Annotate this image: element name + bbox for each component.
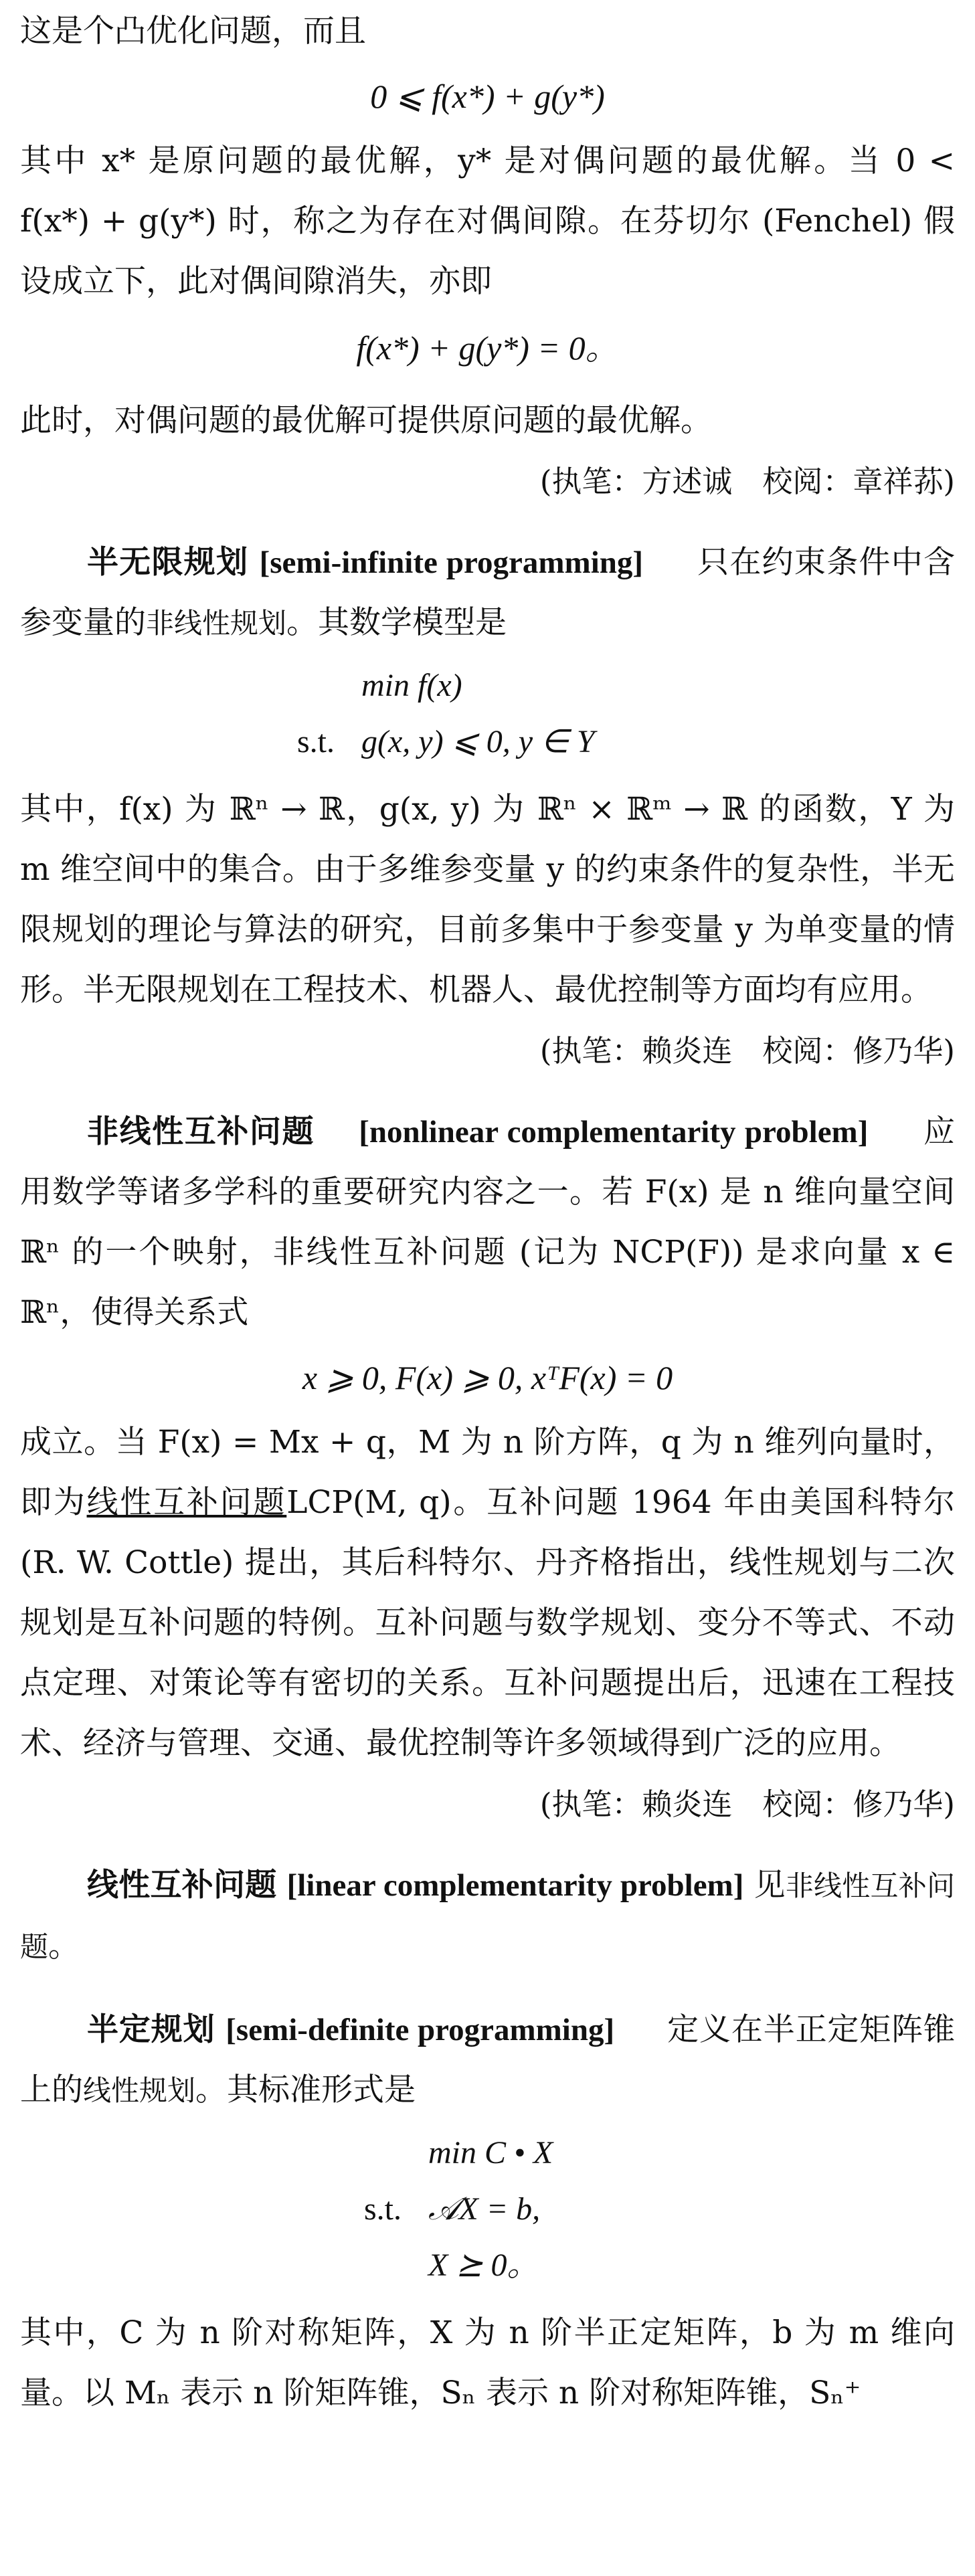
- cross-reference-link[interactable]: 非线性互补问题: [20, 1869, 955, 1963]
- model-constraint: g(x, y) ⩽ 0, y ∈ Y: [361, 724, 595, 759]
- entry-intro-text-end: 。其数学模型是: [286, 604, 507, 641]
- model-constraint-2: X ⪰ 0。: [428, 2247, 539, 2283]
- paragraph-duality-gap: 其中 x* 是原问题的最优解，y* 是对偶问题的最优解。当 0 < f(x*) + g(y*) 时，称之为存在对偶间隙。在芬切尔 (Fenchel) 假设成立下，此对偶间隙消失，亦即: [20, 143, 955, 300]
- entry-english-term: [nonlinear complementarity problem]: [359, 1115, 869, 1149]
- cross-reference-link[interactable]: 非线性规划: [146, 607, 287, 640]
- model-st-label: s.t.: [363, 2191, 402, 2227]
- entry-nonlinear-complementarity: [20, 1102, 955, 1343]
- ncp-body-rest: LCP(M, q)。互补问题 1964 年由美国科特尔 (R. W. Cottle) 提出，其后科特尔、丹齐格指出，线性规划与二次规划是互补问题的特例。互补问题与数学规划、变分不等式、不动点定理、对策论等有密切的关系。互补问题提出后，迅速在工程技术、经济与管理、交通、最优控制等许多领域得到广泛的应用。: [20, 1484, 955, 1762]
- entry-english-term: [linear complementarity problem]: [286, 1868, 744, 1903]
- equation-duality-inequality: 0 ⩽ f(x*) + g(y*): [370, 78, 605, 115]
- paragraph-optimal-solution: 此时，对偶问题的最优解可提供原问题的最优解。: [20, 402, 712, 439]
- model-objective: min f(x): [361, 668, 462, 703]
- equation-ncp: x ⩾ 0, F(x) ⩾ 0, xᵀF(x) = 0: [302, 1359, 673, 1396]
- document-page: [0, 1, 975, 2576]
- equation-zero-gap: f(x*) + g(y*) = 0。: [356, 329, 619, 367]
- entry-intro-text: 只在约束条件中含参变量的: [20, 544, 956, 641]
- signature-1: (执笔：方述诚 校阅：章祥荪): [539, 464, 955, 499]
- math-model-sip: [20, 658, 955, 770]
- entry-intro-text: 应用数学等诸多学科的重要研究内容之一。若 F(x) 是 n 维向量空间 ℝⁿ 的一个映射，非线性互补问题 (记为 NCP(F)) 是求向量 x ∈ ℝⁿ，使得关系式: [20, 1113, 955, 1331]
- lcp-see-text: 见: [754, 1867, 786, 1904]
- math-model-sdp: [20, 2125, 955, 2294]
- entry-title: 非线性互补问题: [87, 1113, 315, 1150]
- entry-english-term: [semi-infinite programming]: [259, 545, 644, 580]
- entry-title: 半定规划: [87, 2011, 215, 2048]
- model-constraint-1: 𝒜X = b,: [428, 2191, 541, 2227]
- paragraph-sdp-body: 其中，C 为 n 阶对称矩阵，X 为 n 阶半正定矩阵，b 为 m 维向量。以 Mₙ 表示 n 阶矩阵锥，Sₙ 表示 n 阶对称矩阵锥，Sₙ⁺: [20, 2314, 955, 2411]
- cross-reference-link[interactable]: 线性规划: [83, 2074, 196, 2107]
- entry-intro-text: 定义在半正定矩阵锥上的: [20, 2011, 956, 2108]
- entry-linear-complementarity: [20, 1855, 955, 1977]
- paragraph-sip-body: 其中，f(x) 为 ℝⁿ → ℝ，g(x, y) 为 ℝⁿ × ℝᵐ → ℝ 的函数，Y 为 m 维空间中的集合。由于多维参变量 y 的约束条件的复杂性，半无限规划的理论与算法的研究，目前多集中于参变量 y 为单变量的情形。半无限规划在工程技术、机器人、最优控制等方面均有应用。: [20, 791, 955, 1008]
- model-st-label: s.t.: [296, 724, 335, 759]
- paragraph-ncp-body: [20, 1412, 955, 1774]
- lcp-end-punct: 。: [48, 1928, 80, 1964]
- link-linear-complementarity[interactable]: 线性互补问题: [86, 1484, 287, 1521]
- signature-3: (执笔：赖炎连 校阅：修乃华): [539, 1786, 955, 1822]
- paragraph-convex-intro: 这是个凸优化问题，而且: [20, 13, 366, 50]
- entry-title: 线性互补问题: [87, 1867, 277, 1904]
- entry-intro-text-end: 。其标准形式是: [195, 2072, 416, 2108]
- ncp-body-start: 成立。当 F(x) = Mx + q，M 为 n 阶方阵，q 为 n 维列向量时，即为: [20, 1424, 955, 1521]
- signature-2: (执笔：赖炎连 校阅：修乃华): [539, 1033, 955, 1069]
- entry-english-term: [semi-definite programming]: [226, 2013, 615, 2047]
- entry-title: 半无限规划: [87, 544, 249, 581]
- entry-semi-definite-programming: [20, 2000, 955, 2121]
- entry-semi-infinite-programming: [20, 533, 955, 654]
- model-objective: min C • X: [428, 2135, 553, 2171]
